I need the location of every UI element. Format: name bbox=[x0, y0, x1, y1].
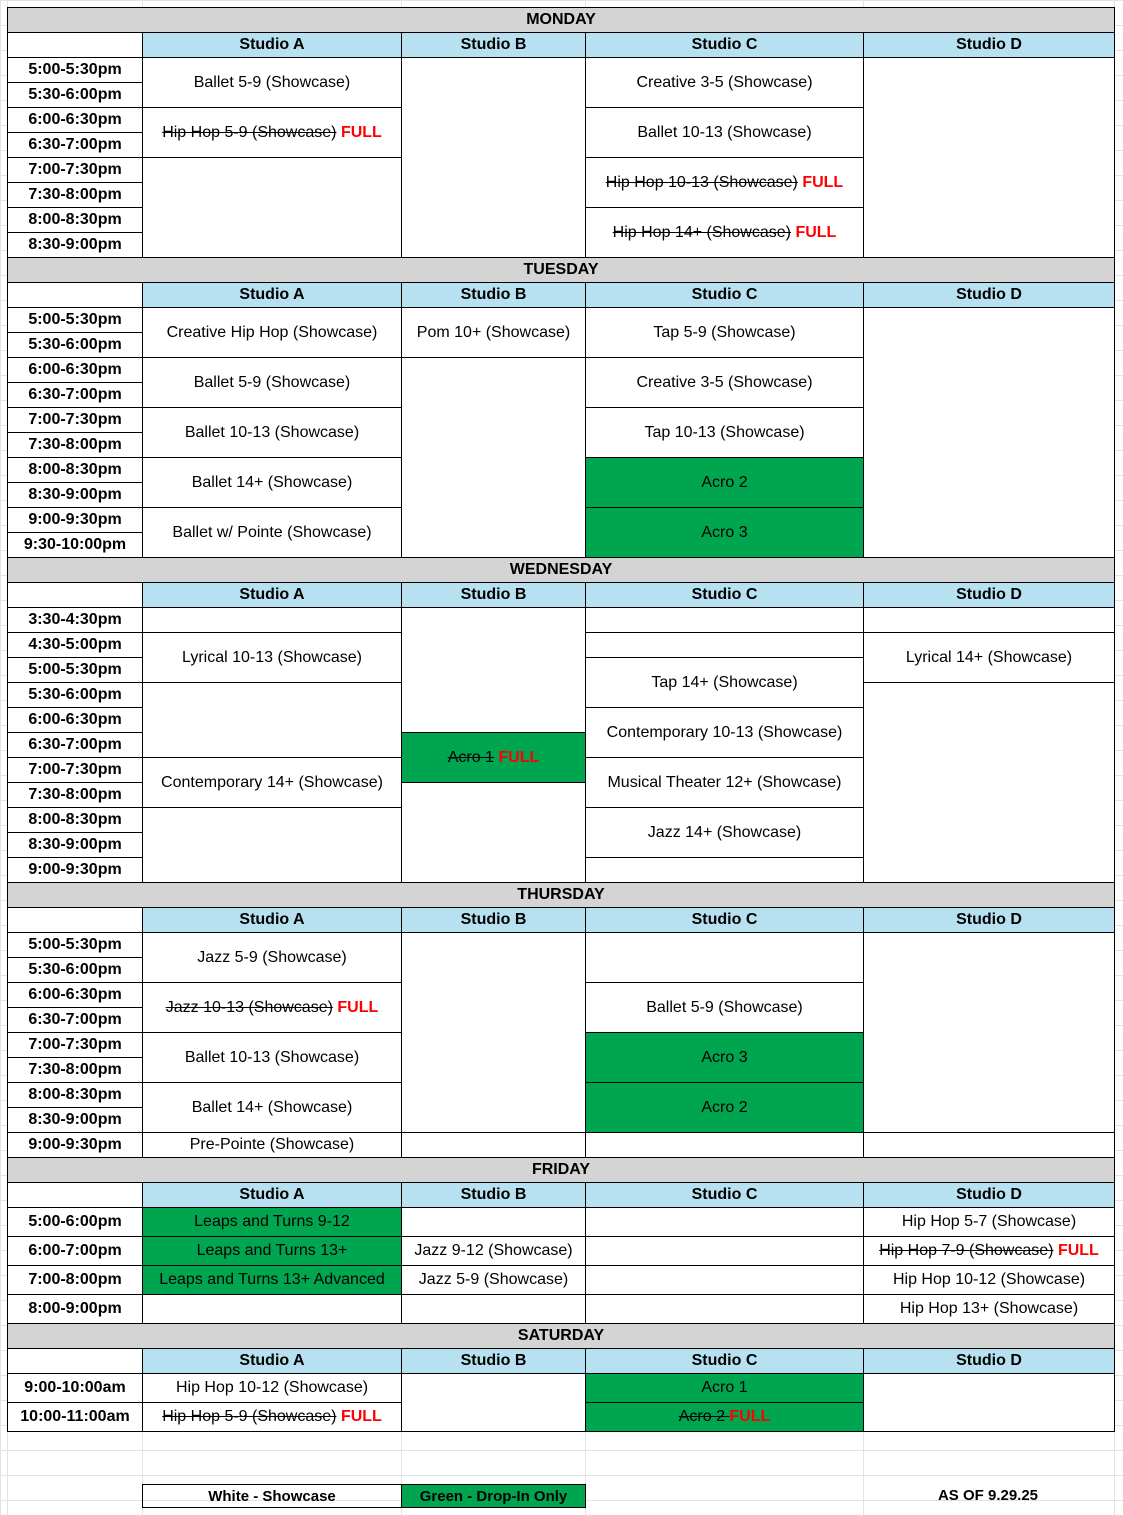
class-name: Hip Hop 5-9 (Showcase) bbox=[162, 123, 337, 141]
time-slot: 6:00-6:30pm bbox=[8, 108, 143, 133]
class-name: Ballet 14+ (Showcase) bbox=[191, 473, 353, 491]
legend-white-showcase: White - Showcase bbox=[143, 1485, 402, 1508]
class-name: Leaps and Turns 9-12 bbox=[194, 1213, 350, 1230]
class-name: Lyrical 14+ (Showcase) bbox=[905, 648, 1073, 666]
full-badge: FULL bbox=[337, 998, 379, 1016]
class-name: Hip Hop 10-12 (Showcase) bbox=[892, 1271, 1086, 1288]
time-slot: 6:00-6:30pm bbox=[8, 983, 143, 1008]
studio-header-studio-c: Studio C bbox=[586, 33, 864, 58]
day-header-saturday: SATURDAY bbox=[8, 1324, 1115, 1349]
studio-header-studio-a: Studio A bbox=[143, 908, 402, 933]
legend-green-drop-in: Green - Drop-In Only bbox=[402, 1485, 586, 1508]
class-cell bbox=[143, 633, 402, 683]
empty-slot bbox=[586, 1133, 864, 1158]
studio-header-studio-b: Studio B bbox=[402, 1349, 586, 1374]
class-cell bbox=[586, 808, 864, 858]
day-header-thursday: THURSDAY bbox=[8, 883, 1115, 908]
class-name: Contemporary 14+ (Showcase) bbox=[161, 773, 383, 791]
class-cell bbox=[586, 308, 864, 358]
class-cell bbox=[586, 1083, 864, 1133]
empty-slot bbox=[864, 1133, 1115, 1158]
class-cell bbox=[143, 408, 402, 458]
time-slot: 8:30-9:00pm bbox=[8, 1108, 143, 1133]
time-slot: 8:00-8:30pm bbox=[8, 808, 143, 833]
class-name: Musical Theater 12+ (Showcase) bbox=[607, 773, 842, 791]
class-name: Leaps and Turns 13+ bbox=[196, 1242, 348, 1259]
time-slot: 8:30-9:00pm bbox=[8, 233, 143, 258]
empty-slot bbox=[402, 358, 586, 558]
class-cell bbox=[143, 1133, 402, 1158]
studio-header-studio-a: Studio A bbox=[143, 283, 402, 308]
class-name: Ballet 5-9 (Showcase) bbox=[646, 998, 803, 1016]
class-cell bbox=[143, 1208, 402, 1237]
schedule-table bbox=[7, 7, 1115, 1432]
legend bbox=[142, 1484, 586, 1508]
studio-header-studio-a: Studio A bbox=[143, 583, 402, 608]
class-name: Ballet 14+ (Showcase) bbox=[191, 1098, 353, 1116]
class-cell bbox=[864, 1208, 1115, 1237]
time-slot: 9:30-10:00pm bbox=[8, 533, 143, 558]
studio-header-studio-c: Studio C bbox=[586, 908, 864, 933]
class-name: Jazz 5-9 (Showcase) bbox=[418, 1271, 569, 1288]
empty-slot bbox=[402, 608, 586, 733]
empty-slot bbox=[143, 1295, 402, 1324]
time-slot: 6:30-7:00pm bbox=[8, 1008, 143, 1033]
class-cell bbox=[143, 308, 402, 358]
studio-header-studio-d: Studio D bbox=[864, 1183, 1115, 1208]
studio-header-studio-b: Studio B bbox=[402, 583, 586, 608]
time-slot: 9:00-9:30pm bbox=[8, 508, 143, 533]
time-slot: 9:00-9:30pm bbox=[8, 858, 143, 883]
class-name: Hip Hop 5-9 (Showcase) bbox=[162, 1408, 337, 1425]
class-cell bbox=[143, 1374, 402, 1403]
time-slot: 7:30-8:00pm bbox=[8, 183, 143, 208]
studio-header-studio-d: Studio D bbox=[864, 1349, 1115, 1374]
class-cell-full bbox=[143, 108, 402, 158]
empty-slot bbox=[586, 933, 864, 983]
class-cell bbox=[586, 1033, 864, 1083]
studio-header-studio-c: Studio C bbox=[586, 1183, 864, 1208]
empty-slot bbox=[143, 608, 402, 633]
full-badge: FULL bbox=[498, 748, 540, 766]
studio-header-studio-d: Studio D bbox=[864, 583, 1115, 608]
empty-slot bbox=[402, 1133, 586, 1158]
class-name: Ballet w/ Pointe (Showcase) bbox=[172, 523, 372, 541]
class-name: Jazz 10-13 (Showcase) bbox=[165, 998, 333, 1016]
time-slot: 5:30-6:00pm bbox=[8, 333, 143, 358]
class-name: Hip Hop 10-12 (Showcase) bbox=[175, 1379, 369, 1396]
studio-header-blank bbox=[8, 283, 143, 308]
studio-header-blank bbox=[8, 1349, 143, 1374]
class-cell bbox=[864, 1266, 1115, 1295]
full-badge: FULL bbox=[729, 1408, 771, 1425]
studio-header-studio-c: Studio C bbox=[586, 283, 864, 308]
time-slot: 5:00-6:00pm bbox=[8, 1208, 143, 1237]
time-slot: 9:00-10:00am bbox=[8, 1374, 143, 1403]
time-slot: 8:00-8:30pm bbox=[8, 458, 143, 483]
class-cell bbox=[143, 1083, 402, 1133]
time-slot: 7:30-8:00pm bbox=[8, 433, 143, 458]
full-badge: FULL bbox=[802, 173, 844, 191]
class-name: Creative 3-5 (Showcase) bbox=[636, 73, 813, 91]
class-name: Ballet 5-9 (Showcase) bbox=[193, 73, 351, 91]
time-slot: 10:00-11:00am bbox=[8, 1403, 143, 1432]
class-name: Hip Hop 7-9 (Showcase) bbox=[879, 1242, 1054, 1259]
time-slot: 7:00-8:00pm bbox=[8, 1266, 143, 1295]
empty-slot bbox=[864, 933, 1115, 1133]
class-cell bbox=[143, 1237, 402, 1266]
studio-header-blank bbox=[8, 583, 143, 608]
class-cell bbox=[586, 758, 864, 808]
class-cell bbox=[402, 1237, 586, 1266]
studio-header-studio-b: Studio B bbox=[402, 33, 586, 58]
empty-slot bbox=[586, 1208, 864, 1237]
empty-slot bbox=[143, 158, 402, 258]
empty-slot bbox=[402, 1374, 586, 1432]
empty-slot bbox=[864, 608, 1115, 633]
class-cell bbox=[143, 508, 402, 558]
time-slot: 5:00-5:30pm bbox=[8, 308, 143, 333]
empty-slot bbox=[586, 1266, 864, 1295]
class-name: Ballet 10-13 (Showcase) bbox=[184, 1048, 360, 1066]
studio-header-blank bbox=[8, 908, 143, 933]
time-slot: 3:30-4:30pm bbox=[8, 608, 143, 633]
class-cell bbox=[143, 933, 402, 983]
time-slot: 5:00-5:30pm bbox=[8, 933, 143, 958]
empty-slot bbox=[864, 308, 1115, 558]
studio-header-studio-c: Studio C bbox=[586, 583, 864, 608]
time-slot: 9:00-9:30pm bbox=[8, 1133, 143, 1158]
class-cell bbox=[143, 758, 402, 808]
time-slot: 7:30-8:00pm bbox=[8, 783, 143, 808]
studio-header-studio-a: Studio A bbox=[143, 33, 402, 58]
class-name: Tap 10-13 (Showcase) bbox=[644, 423, 805, 441]
empty-slot bbox=[586, 1295, 864, 1324]
class-cell bbox=[402, 308, 586, 358]
class-name: Hip Hop 10-13 (Showcase) bbox=[605, 173, 798, 191]
class-cell-full bbox=[402, 733, 586, 783]
empty-slot bbox=[402, 58, 586, 258]
class-name: Leaps and Turns 13+ Advanced bbox=[159, 1271, 385, 1288]
time-slot: 8:00-8:30pm bbox=[8, 208, 143, 233]
class-cell-full bbox=[586, 208, 864, 258]
class-name: Hip Hop 13+ (Showcase) bbox=[899, 1300, 1079, 1317]
class-cell-full bbox=[586, 1403, 864, 1432]
class-name: Creative 3-5 (Showcase) bbox=[636, 373, 813, 391]
empty-slot bbox=[586, 858, 864, 883]
class-name: Creative Hip Hop (Showcase) bbox=[166, 323, 378, 341]
class-name: Contemporary 10-13 (Showcase) bbox=[606, 723, 843, 741]
class-cell bbox=[586, 458, 864, 508]
class-name: Jazz 9-12 (Showcase) bbox=[414, 1242, 573, 1259]
class-cell bbox=[586, 1374, 864, 1403]
class-cell bbox=[586, 358, 864, 408]
class-name: Acro 3 bbox=[701, 1048, 748, 1066]
time-slot: 8:30-9:00pm bbox=[8, 483, 143, 508]
class-cell bbox=[586, 658, 864, 708]
empty-slot bbox=[402, 933, 586, 1133]
time-slot: 5:00-5:30pm bbox=[8, 58, 143, 83]
day-header-monday: MONDAY bbox=[8, 8, 1115, 33]
time-slot: 6:00-7:00pm bbox=[8, 1237, 143, 1266]
studio-header-studio-b: Studio B bbox=[402, 283, 586, 308]
class-name: Tap 14+ (Showcase) bbox=[651, 673, 798, 691]
class-name: Ballet 10-13 (Showcase) bbox=[184, 423, 360, 441]
class-name: Acro 2 bbox=[701, 473, 748, 491]
empty-slot bbox=[864, 1374, 1115, 1432]
full-badge: FULL bbox=[340, 1408, 382, 1425]
time-slot: 7:00-7:30pm bbox=[8, 1033, 143, 1058]
class-cell-full bbox=[586, 158, 864, 208]
studio-header-studio-c: Studio C bbox=[586, 1349, 864, 1374]
class-cell bbox=[143, 358, 402, 408]
class-cell-full bbox=[143, 983, 402, 1033]
time-slot: 8:30-9:00pm bbox=[8, 833, 143, 858]
class-cell bbox=[864, 633, 1115, 683]
class-cell bbox=[143, 1033, 402, 1083]
time-slot: 8:00-9:00pm bbox=[8, 1295, 143, 1324]
studio-header-blank bbox=[8, 1183, 143, 1208]
class-cell bbox=[402, 1266, 586, 1295]
class-name: Acro 3 bbox=[701, 523, 748, 541]
time-slot: 6:00-6:30pm bbox=[8, 358, 143, 383]
class-cell-full bbox=[143, 1403, 402, 1432]
class-name: Acro 1 bbox=[447, 748, 494, 766]
class-name: Acro 1 bbox=[701, 1379, 748, 1396]
empty-slot bbox=[586, 633, 864, 658]
day-header-wednesday: WEDNESDAY bbox=[8, 558, 1115, 583]
class-cell bbox=[143, 58, 402, 108]
studio-header-studio-b: Studio B bbox=[402, 1183, 586, 1208]
time-slot: 5:30-6:00pm bbox=[8, 83, 143, 108]
time-slot: 7:00-7:30pm bbox=[8, 158, 143, 183]
day-header-friday: FRIDAY bbox=[8, 1158, 1115, 1183]
class-cell bbox=[586, 58, 864, 108]
time-slot: 7:30-8:00pm bbox=[8, 1058, 143, 1083]
time-slot: 4:30-5:00pm bbox=[8, 633, 143, 658]
empty-slot bbox=[586, 608, 864, 633]
time-slot: 7:00-7:30pm bbox=[8, 408, 143, 433]
empty-slot bbox=[864, 58, 1115, 258]
class-cell bbox=[864, 1295, 1115, 1324]
class-name: Ballet 5-9 (Showcase) bbox=[193, 373, 351, 391]
empty-slot bbox=[143, 683, 402, 758]
studio-header-studio-d: Studio D bbox=[864, 283, 1115, 308]
empty-slot bbox=[143, 808, 402, 883]
full-badge: FULL bbox=[795, 223, 837, 241]
time-slot: 5:30-6:00pm bbox=[8, 683, 143, 708]
class-cell-full bbox=[864, 1237, 1115, 1266]
class-name: Acro 2 bbox=[701, 1098, 748, 1116]
empty-slot bbox=[586, 1237, 864, 1266]
as-of-date: AS OF 9.29.25 bbox=[937, 1487, 1039, 1504]
class-name: Jazz 14+ (Showcase) bbox=[647, 823, 802, 841]
class-name: Jazz 5-9 (Showcase) bbox=[197, 948, 347, 966]
empty-slot bbox=[402, 1295, 586, 1324]
class-cell bbox=[143, 1266, 402, 1295]
time-slot: 6:30-7:00pm bbox=[8, 133, 143, 158]
studio-header-blank bbox=[8, 33, 143, 58]
empty-slot bbox=[402, 783, 586, 883]
class-name: Pre-Pointe (Showcase) bbox=[189, 1136, 355, 1153]
class-name: Tap 5-9 (Showcase) bbox=[653, 323, 796, 341]
studio-header-studio-a: Studio A bbox=[143, 1183, 402, 1208]
class-cell bbox=[586, 108, 864, 158]
time-slot: 6:30-7:00pm bbox=[8, 383, 143, 408]
studio-header-studio-b: Studio B bbox=[402, 908, 586, 933]
day-header-tuesday: TUESDAY bbox=[8, 258, 1115, 283]
class-name: Hip Hop 14+ (Showcase) bbox=[612, 223, 791, 241]
studio-header-studio-d: Studio D bbox=[864, 33, 1115, 58]
class-cell bbox=[586, 508, 864, 558]
class-cell bbox=[586, 983, 864, 1033]
class-name: Hip Hop 5-7 (Showcase) bbox=[901, 1213, 1077, 1230]
time-slot: 6:30-7:00pm bbox=[8, 733, 143, 758]
time-slot: 5:30-6:00pm bbox=[8, 958, 143, 983]
class-cell bbox=[586, 408, 864, 458]
full-badge: FULL bbox=[1057, 1242, 1099, 1259]
class-name: Pom 10+ (Showcase) bbox=[416, 323, 571, 341]
time-slot: 5:00-5:30pm bbox=[8, 658, 143, 683]
empty-slot bbox=[402, 1208, 586, 1237]
class-cell bbox=[586, 708, 864, 758]
empty-slot bbox=[864, 683, 1115, 883]
class-cell bbox=[143, 458, 402, 508]
time-slot: 7:00-7:30pm bbox=[8, 758, 143, 783]
class-name: Ballet 10-13 (Showcase) bbox=[637, 123, 812, 141]
studio-header-studio-d: Studio D bbox=[864, 908, 1115, 933]
class-name: Acro 2 bbox=[678, 1408, 730, 1425]
time-slot: 6:00-6:30pm bbox=[8, 708, 143, 733]
class-name: Lyrical 10-13 (Showcase) bbox=[182, 648, 362, 666]
time-slot: 8:00-8:30pm bbox=[8, 1083, 143, 1108]
studio-header-studio-a: Studio A bbox=[143, 1349, 402, 1374]
full-badge: FULL bbox=[340, 123, 382, 141]
